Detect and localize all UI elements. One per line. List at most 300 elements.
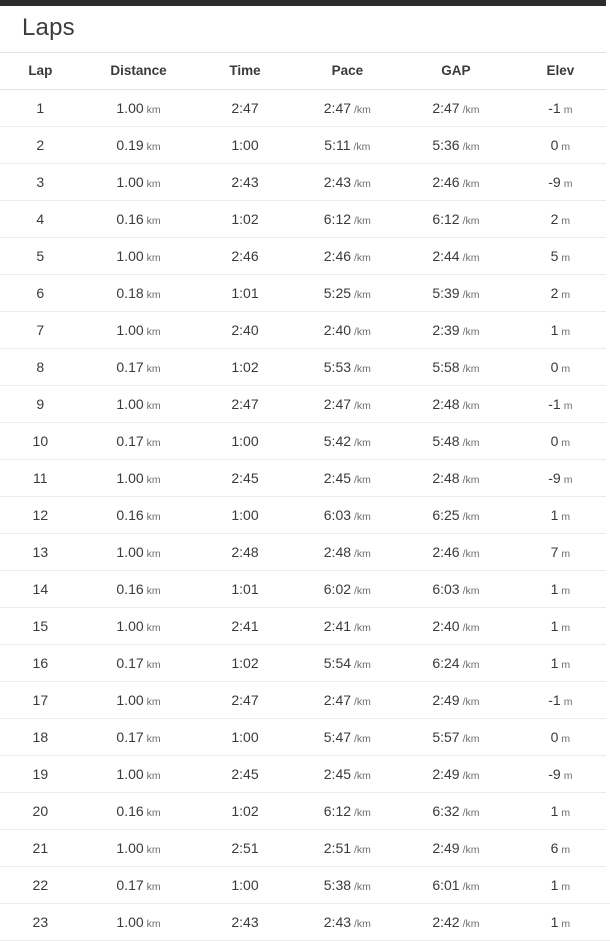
lap-number-value: 14 (32, 581, 49, 597)
lap-number (0, 534, 81, 571)
lap-gap (401, 867, 511, 904)
lap-time-value: 2:40 (231, 322, 259, 338)
lap-distance (81, 90, 197, 127)
lap-elev (511, 238, 610, 275)
lap-distance-unit: km (146, 807, 161, 819)
lap-time (196, 201, 293, 238)
lap-elev-value: 1 (550, 618, 559, 634)
lap-distance-value: 1.00 (116, 618, 144, 634)
lap-number (0, 645, 81, 682)
lap-elev (511, 90, 610, 127)
lap-time (196, 608, 293, 645)
lap-gap (401, 201, 511, 238)
lap-pace-unit: /km (354, 252, 371, 264)
lap-pace-unit: /km (354, 178, 371, 190)
lap-elev (511, 127, 610, 164)
lap-gap-value: 5:39 (432, 285, 460, 301)
lap-gap-value: 2:46 (432, 174, 460, 190)
lap-gap-value: 5:48 (432, 433, 460, 449)
lap-pace (294, 904, 402, 941)
column-header-lap[interactable]: Lap (0, 53, 81, 90)
lap-pace-value: 5:25 (323, 285, 352, 301)
lap-pace (294, 830, 402, 867)
lap-gap (401, 275, 511, 312)
lap-elev-value: 0 (550, 433, 559, 449)
table-row[interactable] (0, 460, 610, 497)
table-row[interactable] (0, 682, 610, 719)
lap-pace-value: 2:43 (323, 914, 352, 930)
lap-pace-value: 2:47 (323, 396, 352, 412)
lap-elev-value: -9 (548, 766, 561, 782)
lap-gap (401, 719, 511, 756)
table-row[interactable] (0, 719, 610, 756)
lap-pace-value: 5:11 (324, 137, 351, 153)
lap-gap-unit: /km (462, 104, 480, 116)
lap-pace (294, 312, 402, 349)
lap-gap-unit: /km (462, 659, 480, 671)
lap-distance (81, 312, 197, 349)
lap-number (0, 423, 81, 460)
lap-number-value: 17 (32, 692, 49, 708)
lap-pace-unit: /km (354, 437, 371, 449)
lap-elev (511, 349, 610, 386)
lap-elev (511, 386, 610, 423)
lap-number-value: 9 (36, 396, 45, 412)
lap-elev-value: 5 (550, 248, 559, 264)
lap-elev-value: 1 (550, 914, 559, 930)
lap-time-value: 2:41 (231, 618, 259, 634)
lap-number (0, 312, 81, 349)
lap-distance (81, 349, 197, 386)
lap-elev (511, 904, 610, 941)
lap-distance-unit: km (146, 881, 161, 893)
lap-gap (401, 497, 511, 534)
lap-gap-unit: /km (462, 178, 480, 190)
lap-pace-unit: /km (354, 770, 371, 782)
lap-distance (81, 793, 197, 830)
lap-number (0, 238, 81, 275)
column-header-distance[interactable]: Distance (81, 53, 197, 90)
table-row[interactable] (0, 904, 610, 941)
lap-gap-value: 2:48 (432, 470, 460, 486)
lap-pace-value: 2:40 (323, 322, 352, 338)
lap-number (0, 719, 81, 756)
lap-distance (81, 275, 197, 312)
lap-distance-value: 1.00 (116, 396, 144, 412)
lap-gap (401, 90, 511, 127)
lap-time-value: 1:00 (231, 433, 259, 449)
lap-time (196, 719, 293, 756)
lap-number (0, 164, 81, 201)
lap-gap-value: 2:39 (432, 322, 460, 338)
lap-number (0, 682, 81, 719)
lap-gap (401, 571, 511, 608)
lap-elev-unit: m (561, 141, 571, 153)
lap-pace-value: 2:43 (323, 174, 352, 190)
lap-pace (294, 719, 402, 756)
lap-distance-unit: km (146, 659, 161, 671)
lap-elev-unit: m (561, 437, 571, 449)
lap-pace-value: 5:54 (323, 655, 352, 671)
lap-gap-unit: /km (462, 585, 480, 597)
lap-gap-value: 2:49 (432, 840, 460, 856)
lap-distance (81, 497, 197, 534)
lap-distance (81, 645, 197, 682)
lap-elev-unit: m (561, 548, 571, 560)
lap-number (0, 608, 81, 645)
lap-elev (511, 312, 610, 349)
lap-gap (401, 793, 511, 830)
table-row[interactable] (0, 534, 610, 571)
lap-time (196, 645, 293, 682)
lap-number (0, 904, 81, 941)
lap-gap-unit: /km (462, 289, 480, 301)
lap-pace (294, 423, 402, 460)
lap-elev-unit: m (563, 400, 573, 412)
lap-distance-unit: km (146, 363, 161, 375)
lap-number-value: 3 (36, 174, 45, 190)
lap-elev-value: 1 (550, 581, 559, 597)
lap-number-value: 13 (32, 544, 49, 560)
lap-pace (294, 793, 402, 830)
lap-gap-value: 2:40 (432, 618, 460, 634)
lap-gap-unit: /km (462, 141, 480, 153)
table-row[interactable] (0, 423, 610, 460)
lap-elev-unit: m (561, 252, 571, 264)
lap-elev (511, 275, 610, 312)
table-row[interactable] (0, 830, 610, 867)
lap-time-value: 2:45 (231, 470, 259, 486)
table-row[interactable] (0, 793, 610, 830)
lap-number-value: 15 (32, 618, 49, 634)
lap-number-value: 5 (36, 248, 45, 264)
lap-distance-unit: km (146, 400, 161, 412)
lap-distance-value: 0.16 (116, 581, 144, 597)
lap-pace-value: 6:12 (323, 211, 352, 227)
table-row[interactable] (0, 164, 610, 201)
lap-number (0, 867, 81, 904)
lap-time (196, 497, 293, 534)
lap-number (0, 386, 81, 423)
lap-distance-unit: km (146, 437, 161, 449)
lap-gap-value: 5:58 (432, 359, 460, 375)
lap-pace (294, 90, 402, 127)
lap-distance (81, 682, 197, 719)
lap-pace-value: 5:53 (323, 359, 352, 375)
lap-time-value: 2:47 (231, 100, 259, 116)
lap-time-value: 2:46 (231, 248, 259, 264)
lap-number-value: 23 (32, 914, 49, 930)
lap-pace-value: 2:47 (323, 100, 352, 116)
lap-elev-unit: m (561, 733, 571, 745)
table-row[interactable] (0, 867, 610, 904)
lap-distance-unit: km (146, 548, 161, 560)
lap-elev-unit: m (561, 215, 571, 227)
lap-gap-unit: /km (462, 511, 480, 523)
lap-gap-unit: /km (462, 363, 480, 375)
lap-pace-value: 5:42 (323, 433, 352, 449)
lap-gap (401, 756, 511, 793)
lap-distance (81, 238, 197, 275)
lap-number-value: 21 (32, 840, 49, 856)
lap-gap-value: 2:46 (432, 544, 460, 560)
lap-gap (401, 460, 511, 497)
lap-time (196, 904, 293, 941)
table-row[interactable] (0, 386, 610, 423)
lap-gap-value: 2:49 (432, 766, 460, 782)
lap-gap (401, 127, 511, 164)
lap-gap (401, 312, 511, 349)
lap-gap (401, 349, 511, 386)
lap-gap (401, 904, 511, 941)
lap-number (0, 497, 81, 534)
lap-number-value: 10 (32, 433, 49, 449)
lap-time (196, 423, 293, 460)
lap-elev-unit: m (563, 178, 573, 190)
lap-elev-unit: m (561, 289, 571, 301)
lap-distance-value: 1.00 (116, 174, 144, 190)
lap-elev-unit: m (561, 918, 571, 930)
lap-distance-unit: km (146, 770, 161, 782)
lap-number-value: 18 (32, 729, 49, 745)
lap-pace-value: 2:46 (323, 248, 352, 264)
lap-time-value: 1:00 (231, 137, 259, 153)
lap-number (0, 756, 81, 793)
lap-time-value: 1:02 (231, 211, 259, 227)
lap-pace-unit: /km (354, 289, 371, 301)
lap-pace-unit: /km (354, 474, 371, 486)
lap-elev-unit: m (561, 807, 571, 819)
lap-pace-unit: /km (354, 733, 371, 745)
lap-pace-value: 6:02 (323, 581, 352, 597)
lap-gap-value: 6:03 (432, 581, 460, 597)
lap-pace-unit: /km (354, 844, 371, 856)
lap-elev-value: 1 (550, 655, 559, 671)
lap-gap-unit: /km (462, 918, 480, 930)
table-row[interactable] (0, 238, 610, 275)
lap-time-value: 1:00 (231, 507, 259, 523)
lap-gap-unit: /km (462, 844, 480, 856)
lap-time-value: 2:45 (231, 766, 259, 782)
lap-time (196, 275, 293, 312)
lap-elev (511, 682, 610, 719)
lap-pace-unit: /km (354, 326, 371, 338)
lap-gap-unit: /km (462, 437, 480, 449)
lap-number (0, 349, 81, 386)
column-header-gap[interactable]: GAP (401, 53, 511, 90)
table-row[interactable] (0, 90, 610, 127)
lap-pace-value: 2:45 (323, 470, 352, 486)
lap-distance (81, 571, 197, 608)
lap-pace-value: 5:38 (323, 877, 352, 893)
lap-pace (294, 756, 402, 793)
lap-time (196, 460, 293, 497)
lap-gap (401, 386, 511, 423)
lap-elev (511, 460, 610, 497)
lap-number-value: 8 (36, 359, 45, 375)
lap-gap (401, 423, 511, 460)
lap-pace (294, 534, 402, 571)
lap-time (196, 312, 293, 349)
lap-pace (294, 238, 402, 275)
table-row[interactable] (0, 645, 610, 682)
lap-number (0, 571, 81, 608)
lap-time (196, 349, 293, 386)
lap-distance-value: 0.18 (116, 285, 144, 301)
lap-gap (401, 534, 511, 571)
lap-elev-value: 6 (550, 840, 559, 856)
lap-gap-unit: /km (462, 252, 480, 264)
lap-gap-value: 6:01 (432, 877, 460, 893)
lap-gap (401, 164, 511, 201)
lap-elev-value: 0 (550, 359, 559, 375)
lap-gap-unit: /km (462, 548, 480, 560)
lap-number (0, 275, 81, 312)
table-row[interactable] (0, 497, 610, 534)
lap-distance-unit: km (146, 918, 161, 930)
lap-distance-value: 1.00 (116, 322, 144, 338)
lap-pace (294, 127, 402, 164)
lap-distance-value: 0.17 (116, 359, 144, 375)
lap-pace-value: 2:45 (323, 766, 352, 782)
lap-pace (294, 645, 402, 682)
lap-pace-value: 2:41 (323, 618, 352, 634)
lap-distance (81, 608, 197, 645)
lap-pace (294, 164, 402, 201)
lap-number (0, 201, 81, 238)
lap-time (196, 756, 293, 793)
lap-time-value: 1:01 (231, 285, 259, 301)
lap-time (196, 830, 293, 867)
lap-distance-unit: km (146, 252, 161, 264)
lap-distance-unit: km (146, 844, 161, 856)
table-row[interactable] (0, 571, 610, 608)
table-row[interactable] (0, 312, 610, 349)
lap-gap-value: 5:36 (432, 137, 460, 153)
lap-pace-value: 2:47 (323, 692, 352, 708)
lap-time (196, 534, 293, 571)
lap-distance (81, 756, 197, 793)
lap-elev-value: 1 (550, 507, 559, 523)
lap-elev-value: -1 (548, 396, 561, 412)
lap-gap-unit: /km (462, 474, 480, 486)
column-header-time[interactable]: Time (196, 53, 293, 90)
lap-pace (294, 571, 402, 608)
lap-elev-unit: m (561, 659, 571, 671)
lap-number (0, 830, 81, 867)
lap-time-value: 2:43 (231, 174, 259, 190)
lap-gap-value: 6:25 (432, 507, 460, 523)
table-header-row (0, 53, 610, 90)
lap-number (0, 793, 81, 830)
lap-distance-value: 1.00 (116, 544, 144, 560)
lap-time (196, 127, 293, 164)
laps-table (0, 52, 610, 941)
lap-time (196, 793, 293, 830)
lap-distance (81, 904, 197, 941)
lap-time-value: 1:02 (231, 655, 259, 671)
lap-distance-unit: km (146, 178, 161, 190)
lap-distance-value: 1.00 (116, 470, 144, 486)
lap-pace (294, 867, 402, 904)
lap-distance-value: 0.17 (116, 729, 144, 745)
lap-distance (81, 201, 197, 238)
lap-elev (511, 534, 610, 571)
table-row[interactable] (0, 201, 610, 238)
lap-pace (294, 275, 402, 312)
lap-elev-unit: m (561, 844, 571, 856)
table-row[interactable] (0, 349, 610, 386)
lap-distance-unit: km (146, 141, 161, 153)
lap-distance-unit: km (146, 733, 161, 745)
lap-time-value: 1:00 (231, 877, 259, 893)
lap-elev-unit: m (561, 511, 571, 523)
lap-number-value: 19 (32, 766, 49, 782)
lap-pace-unit: /km (354, 807, 371, 819)
lap-elev (511, 645, 610, 682)
lap-time (196, 386, 293, 423)
lap-distance-unit: km (146, 289, 161, 301)
lap-time (196, 867, 293, 904)
lap-distance-value: 0.19 (116, 137, 144, 153)
lap-distance-value: 1.00 (116, 248, 144, 264)
lap-distance-value: 1.00 (116, 100, 144, 116)
lap-time (196, 164, 293, 201)
lap-pace-unit: /km (354, 585, 371, 597)
lap-gap (401, 830, 511, 867)
lap-time-value: 2:48 (231, 544, 259, 560)
table-row[interactable] (0, 127, 610, 164)
column-header-elev[interactable]: Elev (511, 53, 610, 90)
lap-time (196, 571, 293, 608)
lap-distance (81, 719, 197, 756)
lap-elev-value: 1 (550, 322, 559, 338)
lap-number (0, 127, 81, 164)
scroll-gutter[interactable] (606, 0, 610, 901)
lap-elev-unit: m (563, 696, 573, 708)
lap-number-value: 1 (36, 100, 45, 116)
lap-number-value: 12 (32, 507, 49, 523)
lap-elev-value: 1 (550, 803, 559, 819)
lap-elev (511, 497, 610, 534)
lap-gap-value: 6:32 (432, 803, 460, 819)
table-row[interactable] (0, 608, 610, 645)
table-row[interactable] (0, 275, 610, 312)
lap-elev-unit: m (561, 881, 571, 893)
lap-pace-unit: /km (354, 363, 371, 375)
lap-elev (511, 719, 610, 756)
lap-pace (294, 497, 402, 534)
lap-time-value: 2:43 (231, 914, 259, 930)
lap-pace-unit: /km (354, 696, 371, 708)
lap-pace (294, 201, 402, 238)
laps-table-header (0, 53, 610, 90)
lap-pace (294, 608, 402, 645)
lap-pace-value: 2:51 (323, 840, 352, 856)
lap-distance (81, 534, 197, 571)
lap-time-value: 1:01 (231, 581, 259, 597)
lap-time (196, 682, 293, 719)
lap-elev-value: 1 (550, 877, 559, 893)
lap-elev (511, 756, 610, 793)
lap-gap-unit: /km (462, 807, 480, 819)
lap-pace-unit: /km (354, 622, 371, 634)
lap-gap (401, 645, 511, 682)
lap-time (196, 238, 293, 275)
column-header-pace[interactable]: Pace (294, 53, 402, 90)
page-title: Laps (22, 14, 75, 41)
table-row[interactable] (0, 756, 610, 793)
